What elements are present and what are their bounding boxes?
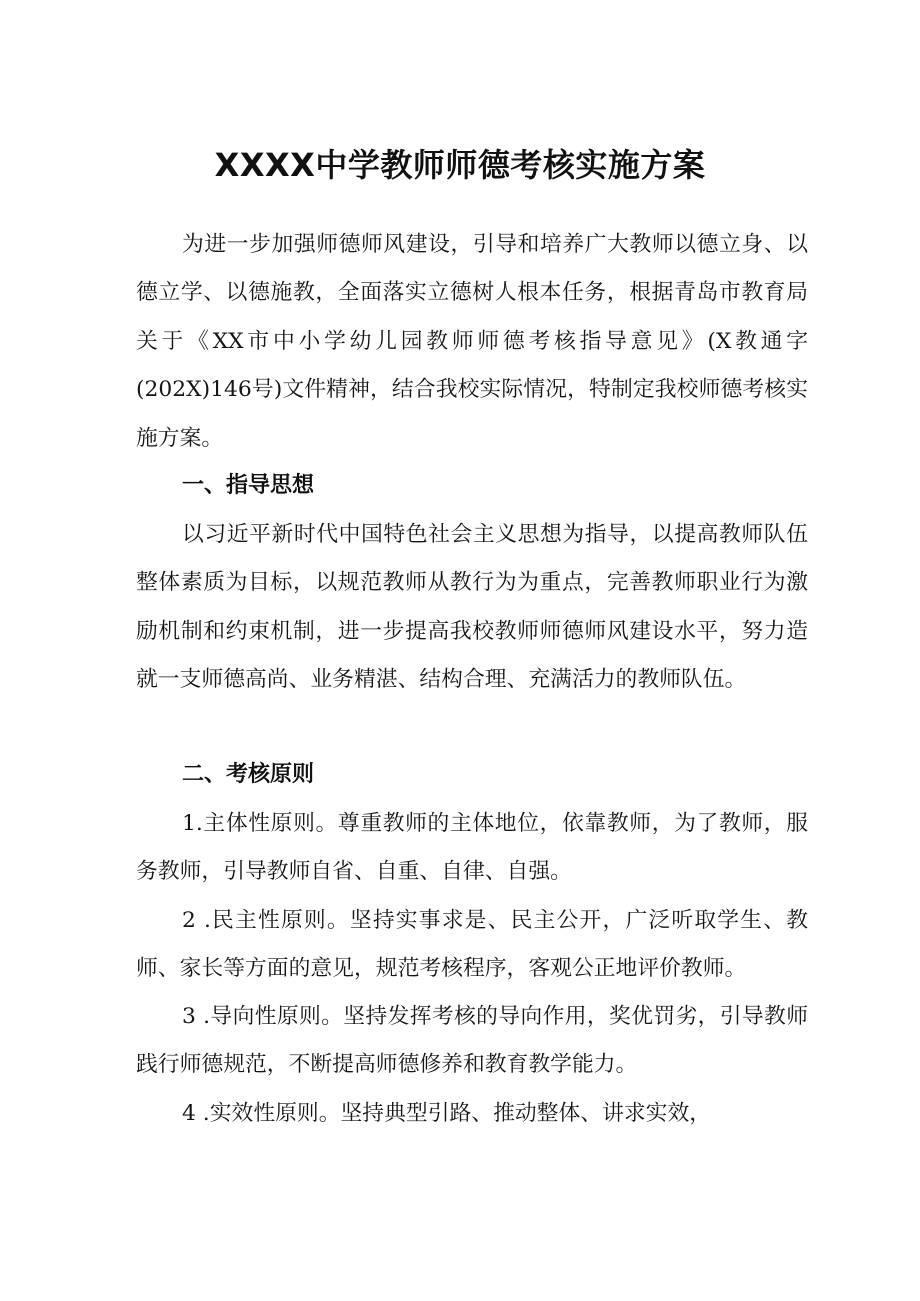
intro-paragraph: 为进一步加强师德师风建设，引导和培养广大教师以德立身、以德立学、以德施教，全面落实立德树人根本任务，根据青岛市教育局关于《XX市中小学幼儿园教师师德考核指导意见》(X教通字(202X)146号)文件精神，结合我校实际情况，特制定我校师德考核实施方案。 xyxy=(136,232,808,451)
principle-item-subjectivity: 1.主体性原则。尊重教师的主体地位，依靠教师，为了教师，服务教师，引导教师自省、自重、自律、自强。 xyxy=(136,811,808,885)
section-heading-principles: 二、考核原则 xyxy=(182,762,315,787)
section-heading-guiding-thought: 一、指导思想 xyxy=(182,473,315,498)
principle-item-orientation: 3 .导向性原则。坚持发挥考核的导向作用，奖优罚劣，引导教师践行师德规范，不断提高师德修养和教育教学能力。 xyxy=(136,1004,808,1078)
principle-item-democracy: 2 .民主性原则。坚持实事求是、民主公开，广泛听取学生、教师、家长等方面的意见，规范考核程序，客观公正地评价教师。 xyxy=(136,908,808,982)
principle-item-effectiveness: 4 .实效性原则。坚持典型引路、推动整体、讲求实效， xyxy=(182,1101,712,1126)
document-title: XXXX中学教师师德考核实施方案 xyxy=(214,146,706,185)
guiding-thought-paragraph: 以习近平新时代中国特色社会主义思想为指导，以提高教师队伍整体素质为目标，以规范教师从教行为为重点，完善教师职业行为激励机制和约束机制，进一步提高我校教师师德师风建设水平，努力造就一支师德高尚、业务精湛、结构合理、充满活力的教师队伍。 xyxy=(136,522,808,693)
